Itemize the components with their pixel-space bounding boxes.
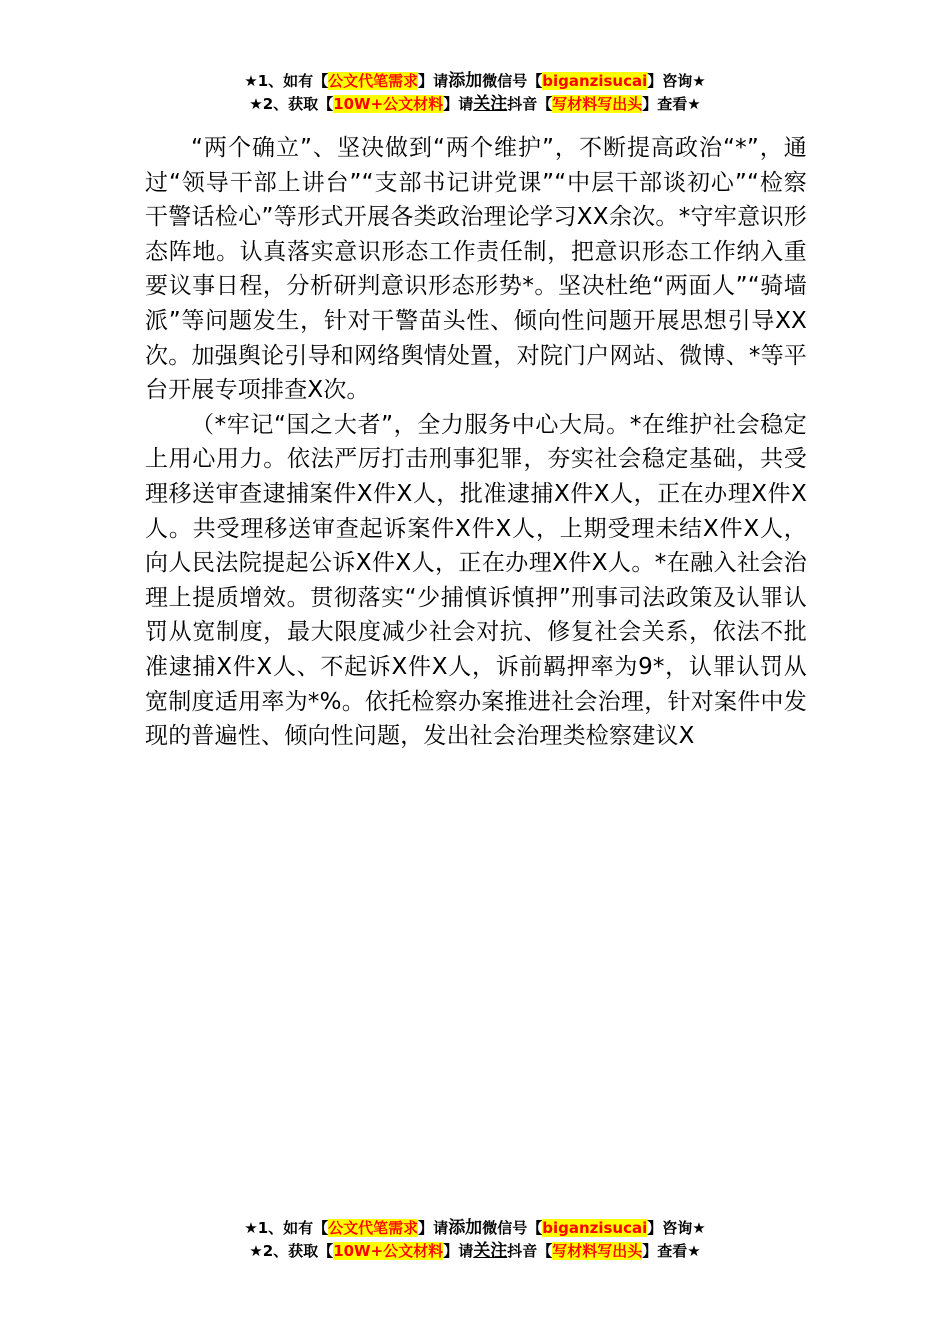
banner-text: 2、获取【 — [262, 1242, 334, 1260]
body-paragraph: “两个确立”、坚决做到“两个维护”，不断提高政治“*”，通过“领导干部上讲台”“支部书记讲党课”“中层干部谈初心”“检察干警话检心”等形式开展各类政治理论学习XX余次。*守牢意识形态阵地。认真落实意识形态工作责任制，把意识形态工作纳入重要议事日程，分析研判意识形态形势*。坚决杜绝“两面人”“骑墙派”等问题发生，针对干警苗头性、倾向性问题开展思想引导XX次。加强舆论引导和网络舆情处置，对院门户网站、微博、*等平台开展专项排查X次。 — [145, 135, 807, 404]
star-icon: ★ — [692, 1219, 706, 1237]
banner-text: 微信号【 — [482, 72, 543, 90]
star-icon: ★ — [249, 95, 263, 113]
star-icon: ★ — [249, 1242, 263, 1260]
star-icon: ★ — [244, 72, 258, 90]
document-body — [145, 131, 807, 754]
banner-text: 】咨询 — [647, 1219, 693, 1237]
highlight-service: 公文代笔需求 — [328, 1219, 419, 1237]
highlight-materials: 10W+公文材料 — [333, 95, 444, 113]
banner-line-2 — [0, 93, 950, 116]
banner-emphasis: 关注 — [473, 94, 508, 114]
banner-text: 】请 — [418, 1219, 449, 1237]
banner-emphasis: 关注 — [473, 1241, 508, 1261]
banner-emphasis: 添加 — [448, 1218, 483, 1238]
star-icon: ★ — [687, 1242, 701, 1260]
banner-text: 】请 — [443, 1242, 474, 1260]
star-icon: ★ — [244, 1219, 258, 1237]
banner-text: 1、如有【 — [257, 72, 329, 90]
body-paragraph: （*牢记“国之大者”，全力服务中心大局。*在维护社会稳定上用心用力。依法严厉打击刑事犯罪，夯实社会稳定基础，共受理移送审查逮捕案件X件X人，批准逮捕X件X人，正在办理X件X人。共受理移送审查起诉案件X件X人，上期受理未结X件X人，向人民法院提起公诉X件X人，正在办理X件X人。*在融入社会治理上提质增效。贯彻落实“少捕慎诉慎押”刑事司法政策及认罪认罚从宽制度，最大限度减少社会对抗、修复社会关系，依法不批准逮捕X件X人、不起诉X件X人，诉前羁押率为9*，认罪认罚从宽制度适用率为*%。依托检察办案推进社会治理，针对案件中发现的普遍性、倾向性问题，发出社会治理类检察建议X — [145, 411, 807, 750]
banner-text: 】咨询 — [647, 72, 693, 90]
highlight-wechat-id: biganzisucai — [542, 72, 648, 90]
top-banner — [0, 70, 950, 116]
banner-text: 抖音【 — [507, 95, 553, 113]
banner-emphasis: 添加 — [448, 71, 483, 91]
banner-text: 】请 — [443, 95, 474, 113]
banner-line-2 — [0, 1240, 950, 1263]
banner-text: 1、如有【 — [257, 1219, 329, 1237]
highlight-materials: 10W+公文材料 — [333, 1242, 444, 1260]
banner-text: 】请 — [418, 72, 449, 90]
highlight-wechat-id: biganzisucai — [542, 1219, 648, 1237]
banner-text: 微信号【 — [482, 1219, 543, 1237]
star-icon: ★ — [692, 72, 706, 90]
banner-line-1 — [0, 1217, 950, 1240]
highlight-douyin: 写材料写出头 — [552, 95, 643, 113]
banner-line-1 — [0, 70, 950, 93]
banner-text: 】查看 — [642, 1242, 688, 1260]
highlight-douyin: 写材料写出头 — [552, 1242, 643, 1260]
banner-text: 】查看 — [642, 95, 688, 113]
bottom-banner — [0, 1217, 950, 1263]
highlight-service: 公文代笔需求 — [328, 72, 419, 90]
banner-text: 抖音【 — [507, 1242, 553, 1260]
banner-text: 2、获取【 — [262, 95, 334, 113]
star-icon: ★ — [687, 95, 701, 113]
